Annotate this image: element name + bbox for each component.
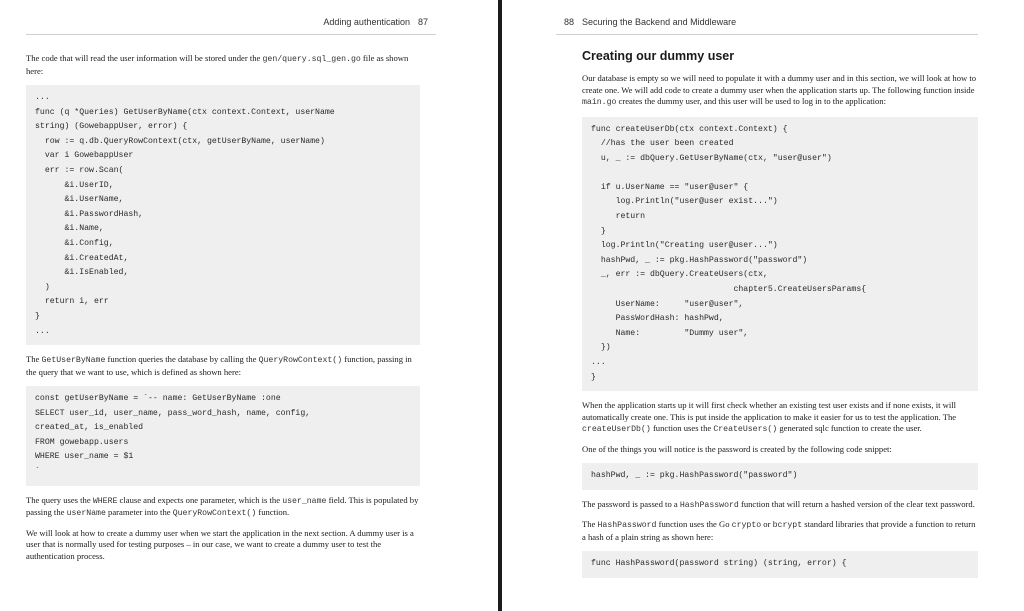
inline-code: userName [66,509,106,519]
section-heading: Creating our dummy user [582,49,735,63]
inline-code: user_name [282,496,327,506]
code-block: ... func (q *Queries) GetUserByName(ctx context.Context, userName string) (GowebappUser, error) { row := q.db.QueryRowContext(ctx, getUserByName, userName) var i GowebappUser err := row.Scan( &i.UserID, &i.UserName, &i.PasswordHash, &i.Name, &i.Config, &i.CreatedAt, &i.IsEnabled, ) return i, err } ... [26,85,420,345]
code-block: const getUserByName = `-- name: GetUserByName :one SELECT user_id, user_name, pass_word_hash, name, config, created_at, is_enabled FROM gowebapp.users WHERE user_name = $1 ` [26,386,420,486]
paragraph: The password is passed to a HashPassword function that will return a hashed version of the clear text password. [582,498,975,510]
chapter-title: Adding authentication [323,17,410,27]
inline-code: WHERE [92,496,118,506]
inline-code: main.go [582,98,617,107]
paragraph: Our database is empty so we will need to populate it with a dummy user and in this section, we will look at how to create one. We will add code to create a dummy user when the application starts up. The following function inside main.go creates the dummy user, and this user will be used to log in to the application: [582,73,977,107]
inline-code: QueryRowContext() [258,356,343,366]
page-number: 87 [417,17,428,27]
running-head [26,16,436,35]
inline-code: CreateUsers() [713,425,778,435]
inline-code: GetUserByName [41,356,106,366]
code-block: hashPwd, _ := pkg.HashPassword("password") [582,463,978,490]
paragraph: The query uses the WHERE clause and expects one parameter, which is the user_name field. This is populated by passing the userName parameter into the QueryRowContext() function. [26,494,419,519]
chapter-title: Securing the Backend and Middleware [582,17,737,27]
page-number: 88 [564,17,575,27]
paragraph: The GetUserByName function queries the database by calling the QueryRowContext() function, passing in the query that we want to use, which is defined as shown here: [26,354,412,377]
paragraph: The HashPassword function uses the Go crypto or bcrypt standard libraries that provide a function to return a hash of a plain string as shown here: [582,519,976,542]
paragraph: The code that will read the user information will be stored under the gen/query.sql_gen.go file as shown here: [26,53,409,76]
inline-code: gen/query.sql_gen.go [262,55,361,64]
code-block: func createUserDb(ctx context.Context) { //has the user been created u, _ := dbQuery.GetUserByName(ctx, "user@user") if u.UserName == "user@user" { log.Println("user@user exist...") return } log.Println("Creating user@user...") hashPwd, _ := pkg.HashPassword("password") _, err := dbQuery.CreateUsers(ctx, chapter5.CreateUsersParams{ UserName: "user@user", PassWordHash: hashPwd, Name: "Dummy user", }) ... } [582,117,978,392]
paragraph: One of the things you will notice is the password is created by the following code snippet: [582,443,892,454]
left-page [0,0,498,611]
paragraph: We will look at how to create a dummy user when we start the application in the next section. A dummy user is a user that is normally used for testing purposes – in our case, we want to create a dummy user to test the authentication process. [26,527,414,561]
code-block: func HashPassword(password string) (string, error) { [582,551,978,578]
paragraph: When the application starts up it will first check whether an existing test user exists and if none exists, it will automatically create one. This is put inside the application to make it easier for us to test the application. The createUserDb() function uses the CreateUsers() generated sqlc function to create the user. [582,400,957,435]
inline-code: HashPassword [679,500,739,510]
inline-code: QueryRowContext() [172,509,257,519]
right-page [502,0,1024,611]
running-head [556,16,978,35]
inline-code: crypto [731,521,762,531]
inline-code: HashPassword [597,521,657,531]
inline-code: bcrypt [772,521,803,531]
inline-code: createUserDb() [582,425,651,435]
